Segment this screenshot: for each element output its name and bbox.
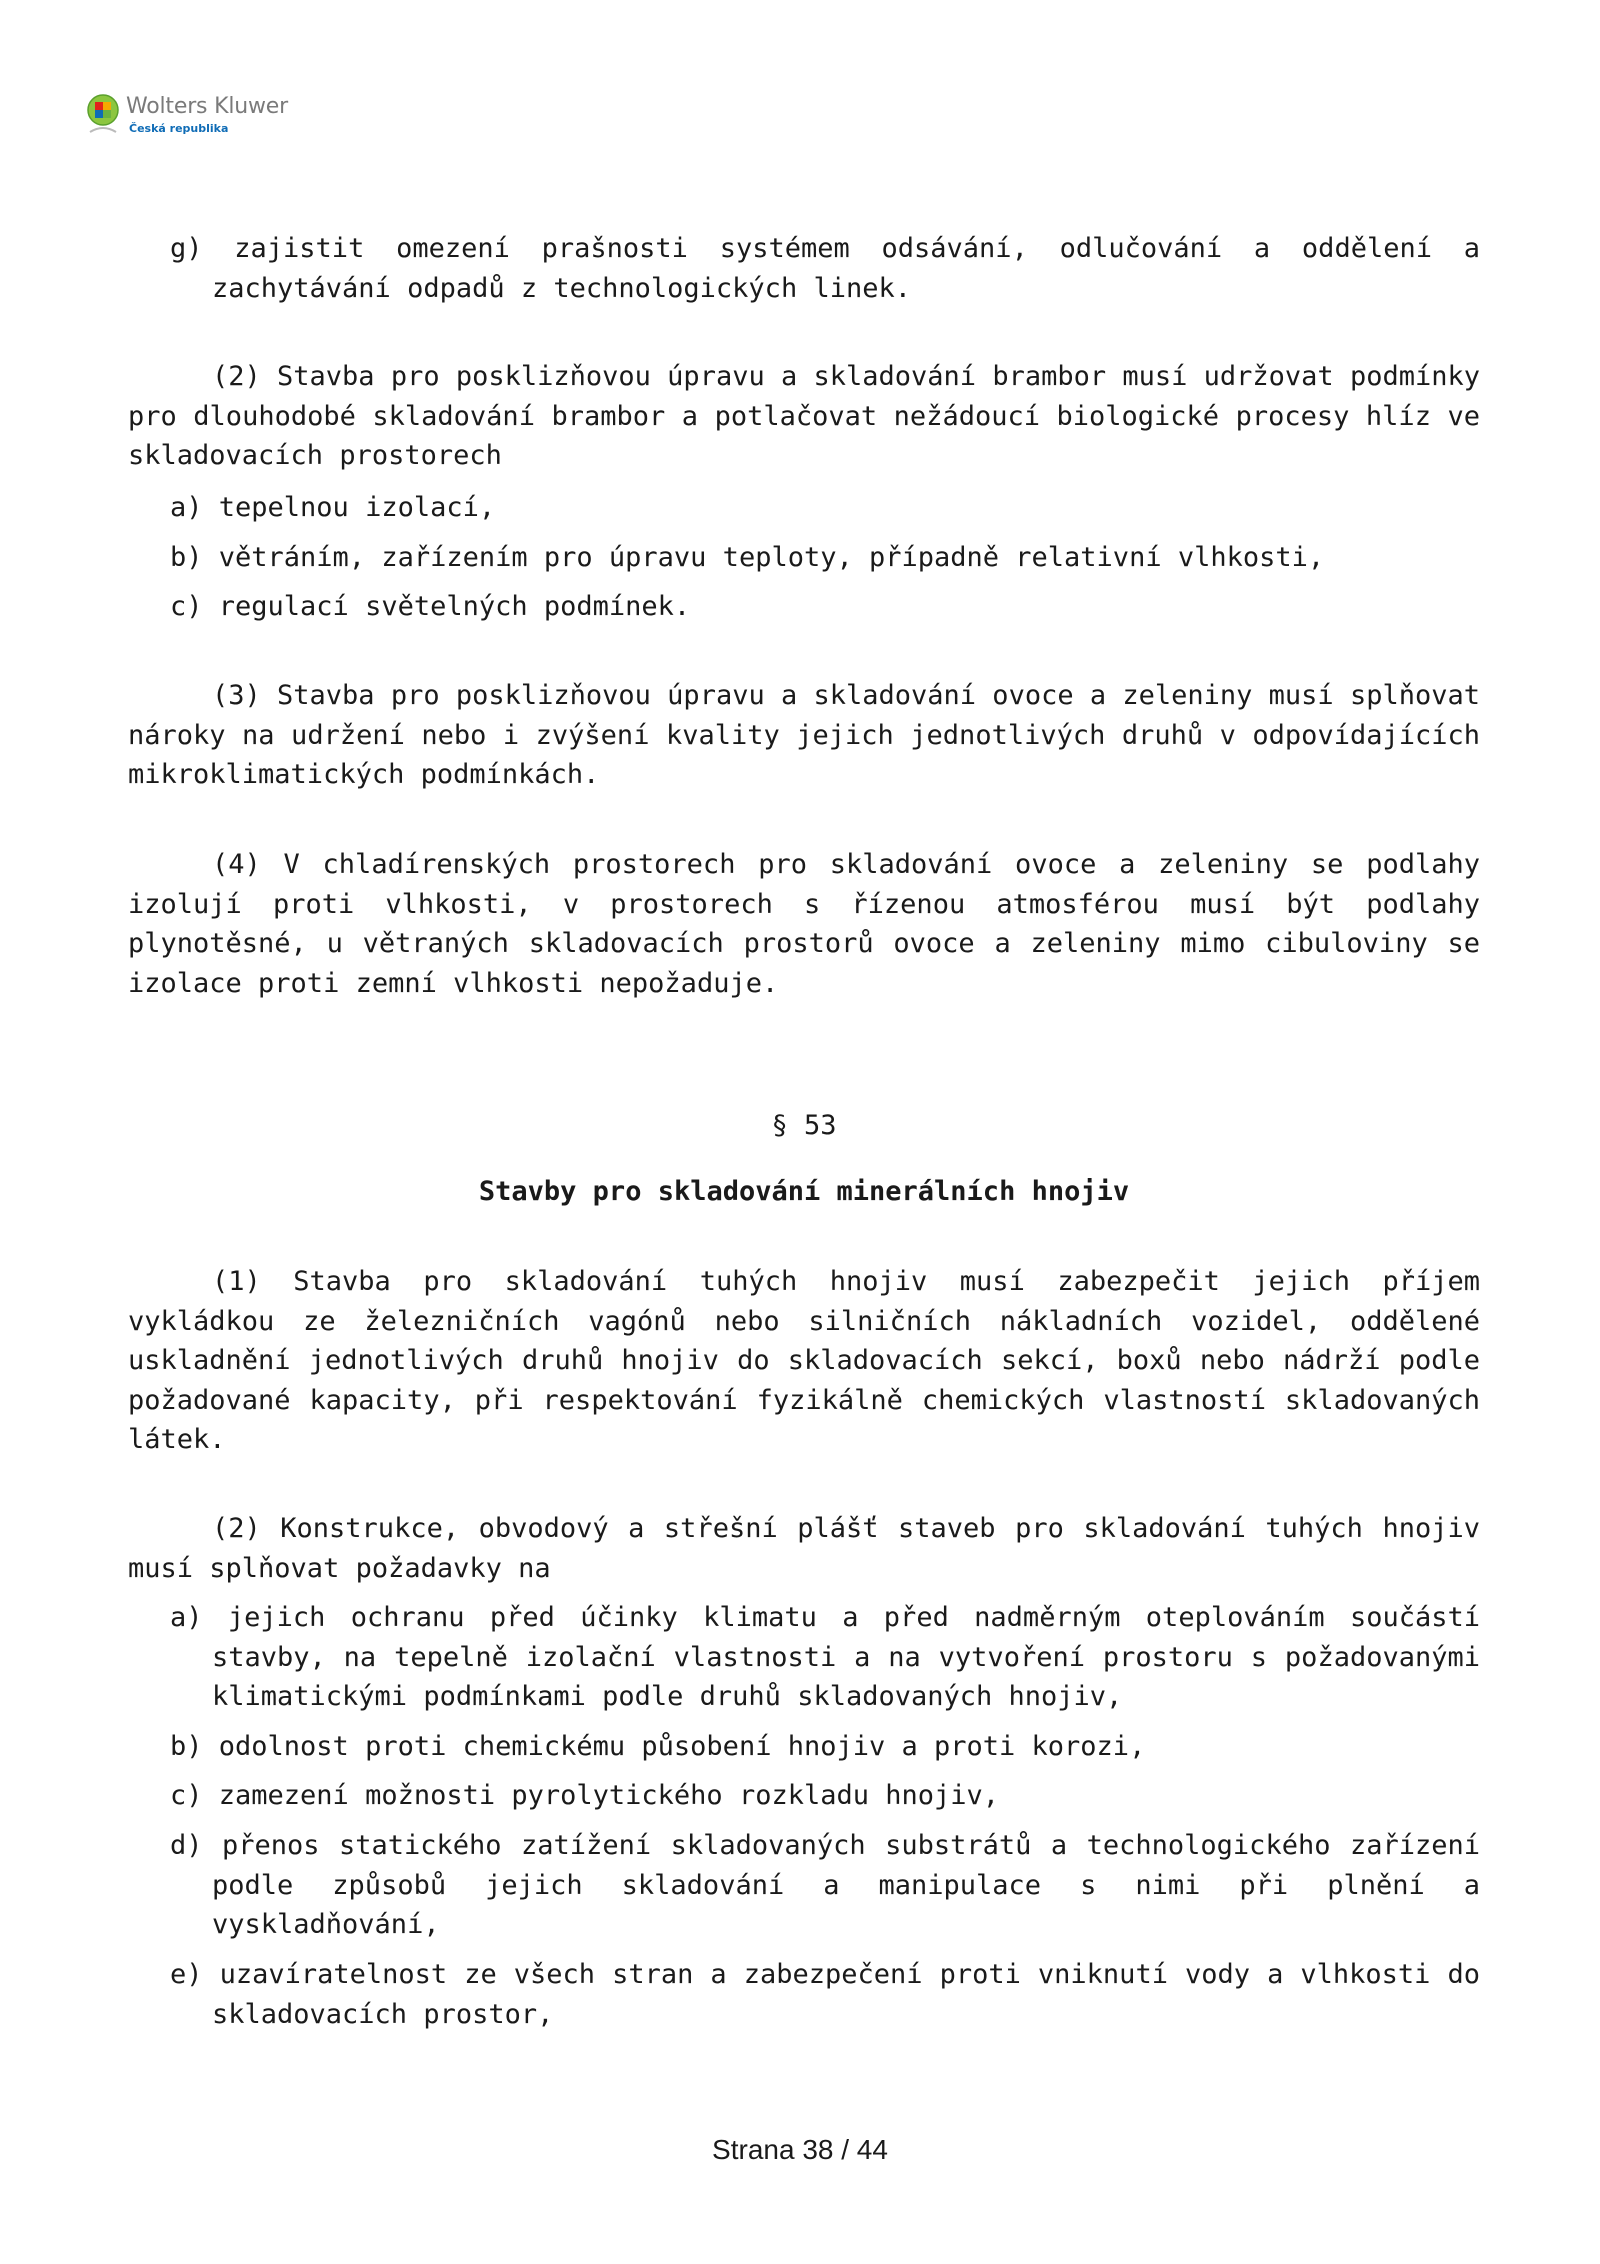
list-item: e) uzavíratelnost ze všech stran a zabezpečení proti vniknutí vody a vlhkosti do skladovacích prostor, — [170, 1959, 1480, 2030]
paragraph-4: (4) V chladírenských prostorech pro skladování ovoce a zeleniny se podlahy izolují proti vlhkosti, v prostorech s řízenou atmosférou musí být podlahy plynotěsné, u větraných skladovacích prostorů ovoce a zeleniny mimo cibuloviny se izolace proti zemní vlhkosti nepožaduje. — [128, 849, 1480, 999]
list-item-g: g) zajistit omezení prašnosti systémem odsávání, odlučování a oddělení a zachytávání odpadů z technologických linek. — [170, 233, 1480, 304]
section-53-paragraph-1: (1) Stavba pro skladování tuhých hnojiv musí zabezpečit jejich příjem vykládkou ze železničních vagónů nebo silničních nákladních vozidel, oddělené uskladnění jednotlivých druhů hnojiv do skladovacích sekcí, boxů nebo nádrží podle požadované kapacity, při respektování fyzikálně chemických vlastností skladovaných látek. — [128, 1266, 1480, 1455]
logo-subtitle: Česká republika — [129, 122, 229, 135]
logo-brand-text: Wolters Kluwer — [126, 94, 288, 119]
list-item: c) zamezení možnosti pyrolytického rozkladu hnojiv, — [170, 1780, 1000, 1811]
list-item: c) regulací světelných podmínek. — [170, 591, 691, 622]
list-item: d) přenos statického zatížení skladovaných substrátů a technologického zařízení podle způsobů jejich skladování a manipulace s nimi při plnění a vyskladňování, — [170, 1830, 1480, 1940]
page-number: Strana 38 / 44 — [712, 2134, 888, 2165]
list-item: a) jejich ochranu před účinky klimatu a před nadměrným oteplováním součástí stavby, na tepelně izolační vlastnosti a na vytvoření prostoru s požadovanými klimatickými podmínkami podle druhů skladovaných hnojiv, — [170, 1602, 1480, 1712]
paragraph-2: (2) Stavba pro posklizňovou úpravu a skladování brambor musí udržovat podmínky pro dlouhodobé skladování brambor a potlačovat nežádoucí biologické procesy hlíz ve skladovacích prostorech — [128, 361, 1480, 471]
list-item: b) odolnost proti chemickému působení hnojiv a proti korozi, — [170, 1731, 1146, 1762]
list-item: b) větráním, zařízením pro úpravu teploty, případně relativní vlhkosti, — [170, 542, 1325, 573]
list-item: a) tepelnou izolací, — [170, 492, 496, 523]
wolters-kluwer-logo-icon — [86, 94, 122, 140]
paragraph-3: (3) Stavba pro posklizňovou úpravu a skladování ovoce a zeleniny musí splňovat nároky na udržení nebo i zvýšení kvality jejich jednotlivých druhů v odpovídajících mikroklimatických podmínkách. — [128, 680, 1480, 790]
section-number: § 53 — [771, 1110, 837, 1141]
section-title: Stavby pro skladování minerálních hnojiv — [478, 1176, 1130, 1207]
section-53-paragraph-2: (2) Konstrukce, obvodový a střešní plášť staveb pro skladování tuhých hnojiv musí splňovat požadavky na — [128, 1513, 1480, 1584]
